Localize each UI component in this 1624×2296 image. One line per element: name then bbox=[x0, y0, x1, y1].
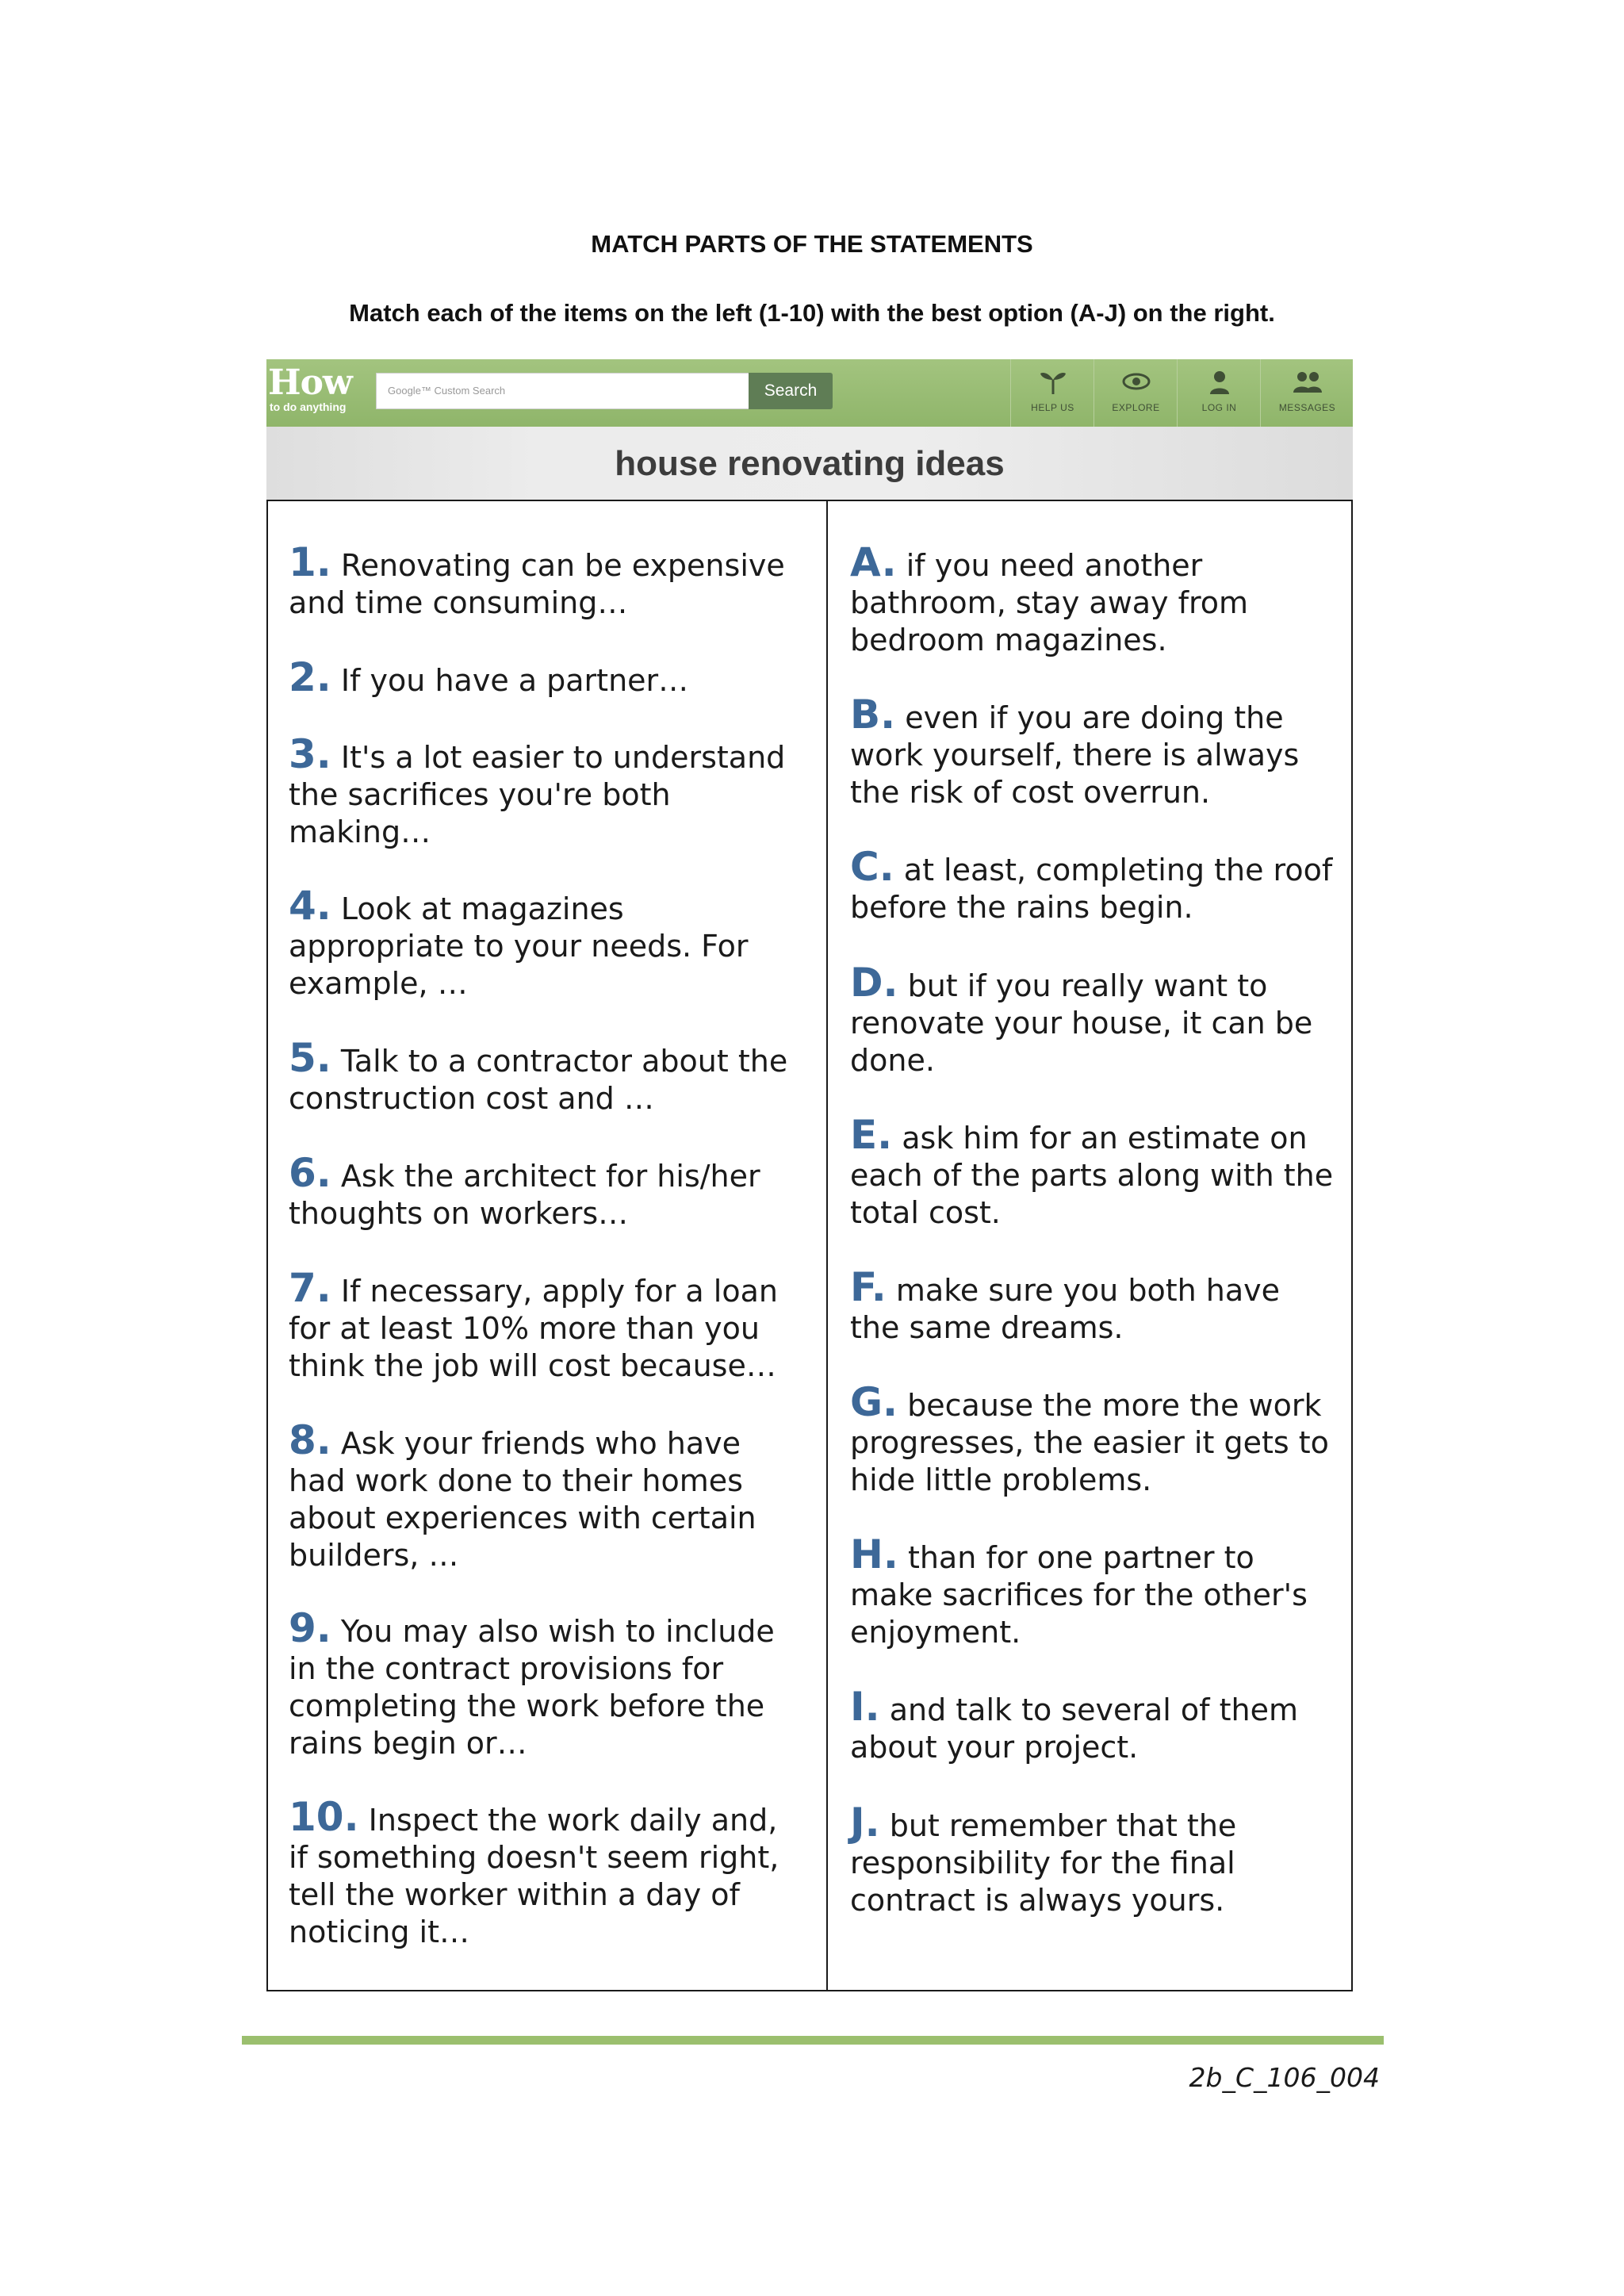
item-text: at least, completing the roof before the rains begin. bbox=[850, 853, 1333, 925]
right-item-h bbox=[850, 1531, 1339, 1651]
worksheet-instructions: Match each of the items on the left (1-10) with the best option (A-J) on the right. bbox=[349, 299, 1275, 327]
item-letter: I. bbox=[850, 1684, 880, 1730]
item-text: if you need another bathroom, stay away from bedroom magazines. bbox=[850, 548, 1249, 657]
nav-label-log-in: LOG IN bbox=[1201, 402, 1237, 413]
nav-label-help-us: HELP US bbox=[1031, 402, 1074, 413]
item-number: 6. bbox=[289, 1150, 331, 1196]
item-number: 3. bbox=[289, 731, 331, 777]
nav-explore[interactable] bbox=[1094, 359, 1178, 427]
left-item-3 bbox=[289, 731, 804, 851]
item-number: 10. bbox=[289, 1794, 359, 1840]
item-text: ask him for an estimate on each of the parts along with the total cost. bbox=[850, 1121, 1334, 1230]
site-tagline: to do anything bbox=[270, 401, 347, 413]
right-item-f bbox=[850, 1264, 1339, 1347]
nav-help-us[interactable] bbox=[1010, 359, 1094, 427]
nav-log-in[interactable] bbox=[1177, 359, 1261, 427]
column-divider bbox=[826, 501, 828, 1990]
item-text: but if you really want to renovate your house, it can be done. bbox=[850, 968, 1313, 1078]
right-item-g bbox=[850, 1379, 1339, 1499]
item-text: Talk to a contractor about the construction cost and … bbox=[289, 1044, 788, 1116]
users-icon bbox=[1292, 367, 1323, 396]
item-text: make sure you both have the same dreams. bbox=[850, 1273, 1281, 1345]
item-text: and talk to several of them about your project. bbox=[850, 1692, 1299, 1765]
item-number: 1. bbox=[289, 539, 331, 585]
site-banner bbox=[266, 359, 1353, 427]
document-code: 2b_C_106_004 bbox=[1189, 2062, 1380, 2093]
item-text: You may also wish to include in the contract provisions for completing the work before the rains begin or… bbox=[289, 1614, 775, 1761]
right-item-b bbox=[850, 692, 1339, 811]
item-text: If necessary, apply for a loan for at least 10% more than you think the job will cost because… bbox=[289, 1274, 778, 1383]
user-icon bbox=[1204, 367, 1235, 396]
left-item-10 bbox=[289, 1794, 804, 1951]
sprout-icon bbox=[1037, 367, 1069, 396]
left-item-2 bbox=[289, 654, 804, 700]
item-number: 8. bbox=[289, 1417, 331, 1463]
item-text: Renovating can be expensive and time consuming… bbox=[289, 548, 785, 620]
item-text: Inspect the work daily and, if something doesn't seem right, tell the worker within a day of noticing it… bbox=[289, 1803, 779, 1949]
right-item-i bbox=[850, 1684, 1339, 1766]
item-text: It's a lot easier to understand the sacrifices you're both making… bbox=[289, 740, 786, 849]
item-letter: C. bbox=[850, 844, 894, 890]
right-item-j bbox=[850, 1800, 1339, 1919]
item-text: even if you are doing the work yourself, there is always the risk of cost overrun. bbox=[850, 700, 1300, 810]
item-number: 5. bbox=[289, 1035, 331, 1081]
item-letter: A. bbox=[850, 539, 897, 585]
item-number: 7. bbox=[289, 1265, 331, 1311]
matching-table bbox=[266, 500, 1353, 1991]
left-item-6 bbox=[289, 1150, 804, 1232]
page-heading: house renovating ideas bbox=[615, 444, 1005, 483]
left-item-4 bbox=[289, 883, 804, 1002]
item-text: Ask the architect for his/her thoughts on workers… bbox=[289, 1159, 760, 1231]
item-number: 2. bbox=[289, 654, 331, 700]
item-number: 4. bbox=[289, 883, 331, 929]
nav-label-explore: EXPLORE bbox=[1112, 402, 1160, 413]
item-letter: E. bbox=[850, 1112, 893, 1158]
item-letter: D. bbox=[850, 960, 898, 1006]
item-text: than for one partner to make sacrifices for the other's enjoyment. bbox=[850, 1540, 1308, 1650]
nav-label-messages: MESSAGES bbox=[1278, 402, 1336, 413]
item-letter: H. bbox=[850, 1531, 898, 1577]
item-letter: F. bbox=[850, 1264, 887, 1310]
search-input[interactable]: Google™ Custom Search bbox=[376, 373, 749, 409]
right-item-a bbox=[850, 539, 1339, 659]
left-item-5 bbox=[289, 1035, 804, 1117]
eye-icon bbox=[1120, 367, 1152, 396]
left-item-7 bbox=[289, 1265, 804, 1385]
search-button[interactable]: Search bbox=[749, 373, 833, 409]
item-text: If you have a partner… bbox=[340, 663, 689, 698]
footer-divider bbox=[242, 2036, 1384, 2045]
page-heading-bar bbox=[266, 427, 1353, 500]
left-item-9 bbox=[289, 1605, 804, 1762]
nav-messages[interactable] bbox=[1260, 359, 1354, 427]
item-text: because the more the work progresses, the easier it gets to hide little problems. bbox=[850, 1388, 1329, 1497]
item-letter: J. bbox=[850, 1800, 880, 1846]
item-text: but remember that the responsibility for the final contract is always yours. bbox=[850, 1808, 1237, 1918]
right-item-c bbox=[850, 844, 1339, 926]
item-number: 9. bbox=[289, 1605, 331, 1651]
item-letter: G. bbox=[850, 1379, 898, 1425]
item-text: Ask your friends who have had work done to their homes about experiences with certain builders, … bbox=[289, 1426, 756, 1573]
item-letter: B. bbox=[850, 692, 896, 738]
right-item-d bbox=[850, 960, 1339, 1079]
item-text: Look at magazines appropriate to your needs. For example, … bbox=[289, 891, 749, 1001]
worksheet-title: MATCH PARTS OF THE STATEMENTS bbox=[591, 230, 1033, 258]
right-item-e bbox=[850, 1112, 1339, 1232]
site-logo: How bbox=[268, 362, 352, 403]
left-item-8 bbox=[289, 1417, 804, 1574]
left-item-1 bbox=[289, 539, 804, 622]
